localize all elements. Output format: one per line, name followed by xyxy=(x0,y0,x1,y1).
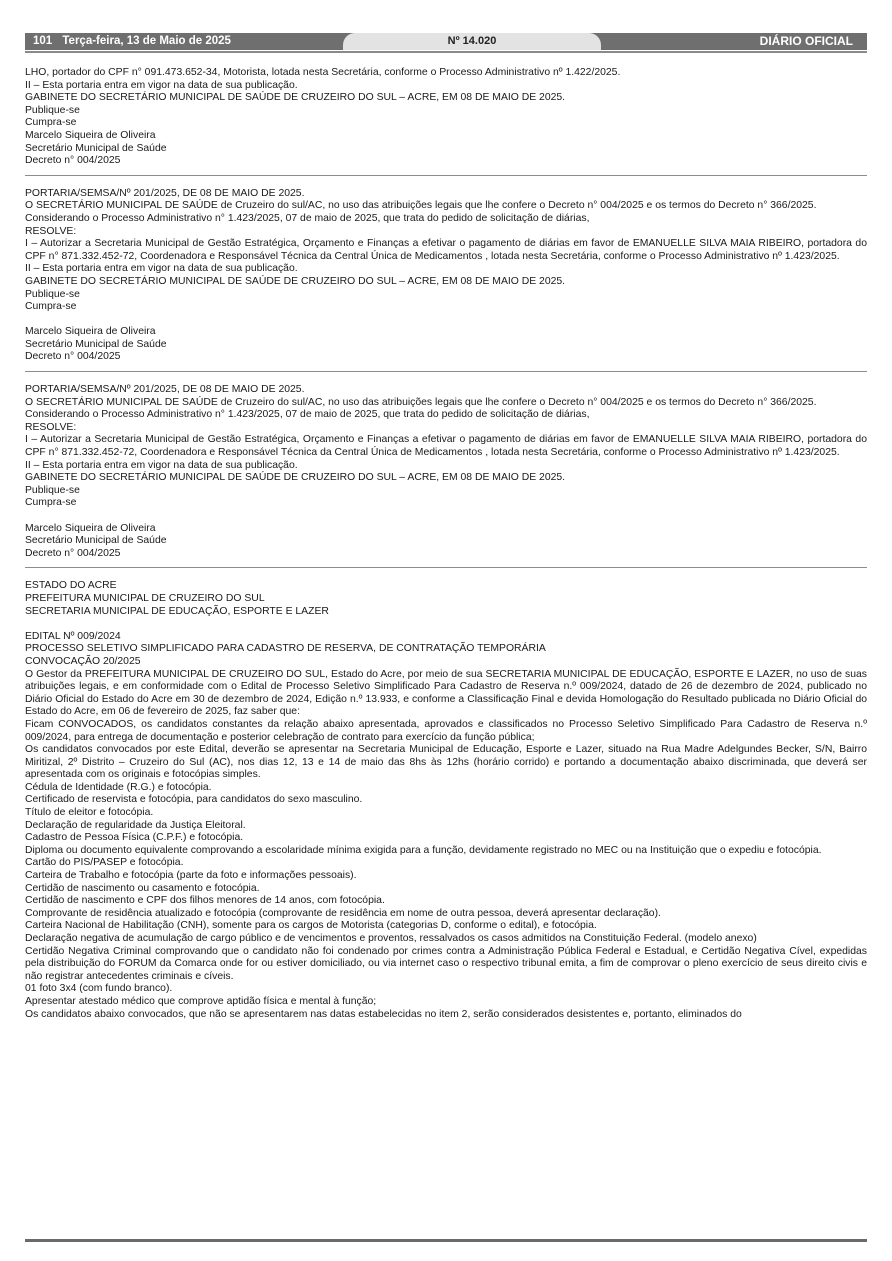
section-divider xyxy=(25,175,867,176)
signatory-name: Marcelo Siqueira de Oliveira xyxy=(25,129,156,141)
signatory-decree: Decreto n° 004/2025 xyxy=(25,351,121,363)
document-body xyxy=(25,67,867,1021)
document-list-item: Cartão do PIS/PASEP e fotocópia. xyxy=(25,857,184,869)
text-line: Os candidatos abaixo convocados, que não se apresentarem nas datas estabelecidas no item 2, serão considerados desistentes e, portanto, eliminados do xyxy=(25,1008,742,1020)
portaria-title: PORTARIA/SEMSA/Nº 201/2025, DE 08 DE MAIO DE 2025. xyxy=(25,187,305,199)
section-portaria-continuation xyxy=(25,67,867,168)
signatory-title: Secretário Municipal de Saúde xyxy=(25,338,167,350)
section-portaria-201-a xyxy=(25,188,867,364)
edition-number: Nº 14.020 xyxy=(447,35,497,47)
text-line: GABINETE DO SECRETÁRIO MUNICIPAL DE SAÚDE DE CRUZEIRO DO SUL – ACRE, EM 08 DE MAIO DE 2025. xyxy=(25,92,566,104)
document-list-item: Título de eleitor e fotocópia. xyxy=(25,807,154,819)
text-line: Cumpra-se xyxy=(25,301,77,313)
text-line: Considerando o Processo Administrativo n° 1.423/2025, 07 de maio de 2025, que trata do pedido de solicitação de diárias, xyxy=(25,212,590,224)
text-line: II – Esta portaria entra em vigor na data de sua publicação. xyxy=(25,79,298,91)
signatory-name: Marcelo Siqueira de Oliveira xyxy=(25,326,156,338)
document-list-item: Certidão de nascimento ou casamento e fotocópia. xyxy=(25,882,260,894)
text-line: Cumpra-se xyxy=(25,497,77,509)
text-line: O SECRETÁRIO MUNICIPAL DE SAÚDE de Cruzeiro do sul/AC, no uso das atribuições legais que lhe confere o Decreto n° 004/2025 e os termos do Decreto n° 366/2025. xyxy=(25,396,817,408)
section-edital-convocacao xyxy=(25,580,867,1021)
document-list-item: Declaração negativa de acumulação de cargo público e de vencimentos e proventos, ressalvados os casos admitidos na Constituição Federal. (modelo anexo) xyxy=(25,933,757,944)
section-divider xyxy=(25,567,867,568)
text-line: O Gestor da PREFEITURA MUNICIPAL DE CRUZEIRO DO SUL, Estado do Acre, por meio de sua SECRETARIA MUNICIPAL DE EDUCAÇÃO, ESPORTE E LAZER, no uso de suas atribuições legais, e em conformidade com o Edital de Processo Seletivo Simplificado Para Cadastro de Reserva n.º 009/2024, datado de 26 de dezembro de 2024, publicado no Diário Oficial do Estado do Acre em 30 de dezembro de 2024, Edição n.º 13.933, e conforme a Classificação Final e devida Homologação do Resultado publicada no Diário Oficial do Estado do Acre, em 06 de fevereiro de 2025, faz saber que: xyxy=(25,668,867,718)
document-list-item: Carteira Nacional de Habilitação (CNH), somente para os cargos de Motorista (categorias D, conforme o edital), e fotocópia. xyxy=(25,920,597,932)
text-line: II – Esta portaria entra em vigor na data de sua publicação. xyxy=(25,459,298,471)
text-line: Publique-se xyxy=(25,484,80,496)
page-number: 101 xyxy=(33,35,53,47)
document-list-item: Diploma ou documento equivalente comprovando a escolaridade mínima exigida para a função, devidamente registrado no MEC ou na Instituição que o expediu e fotocópia. xyxy=(25,844,822,856)
page-header xyxy=(25,33,867,50)
text-line: PROCESSO SELETIVO SIMPLIFICADO PARA CADASTRO DE RESERVA, DE CONTRATAÇÃO TEMPORÁRIA xyxy=(25,643,546,655)
text-line: LHO, portador do CPF n° 091.473.652-34, Motorista, lotada nesta Secretária, conforme o Processo Administrativo nº 1.422/2025. xyxy=(25,67,621,78)
text-line: O SECRETÁRIO MUNICIPAL DE SAÚDE de Cruzeiro do sul/AC, no uso das atribuições legais que lhe confere o Decreto n° 004/2025 e os termos do Decreto n° 366/2025. xyxy=(25,200,817,212)
edital-title: EDITAL Nº 009/2024 xyxy=(25,630,121,642)
portaria-title: PORTARIA/SEMSA/Nº 201/2025, DE 08 DE MAIO DE 2025. xyxy=(25,384,305,396)
text-line: GABINETE DO SECRETÁRIO MUNICIPAL DE SAÚDE DE CRUZEIRO DO SUL – ACRE, EM 08 DE MAIO DE 2025. xyxy=(25,275,566,287)
document-list-item: Certidão Negativa Criminal comprovando que o candidato não foi condenado por crimes contra a Administração Pública Federal e Estadual, e Certidão Negativa Cível, expedidas pela distribuição do FORUM da Comarca onde for ou estiver domiciliado, ou via internet caso o respectivo tribunal emita, a fim de comprovar o pleno exercício de seus direito civis e não registrar antecedentes criminais e cíveis. xyxy=(25,945,867,982)
blank-line xyxy=(25,314,867,327)
text-line: RESOLVE: xyxy=(25,421,77,433)
signatory-decree: Decreto n° 004/2025 xyxy=(25,547,121,559)
text-line: II – Esta portaria entra em vigor na data de sua publicação. xyxy=(25,263,298,275)
document-list-item: Cédula de Identidade (R.G.) e fotocópia. xyxy=(25,781,212,793)
text-line: Cumpra-se xyxy=(25,117,77,129)
signatory-title: Secretário Municipal de Saúde xyxy=(25,535,167,547)
signatory-name: Marcelo Siqueira de Oliveira xyxy=(25,522,156,534)
text-line: CONVOCAÇÃO 20/2025 xyxy=(25,655,141,667)
heading-line: SECRETARIA MUNICIPAL DE EDUCAÇÃO, ESPORTE E LAZER xyxy=(25,605,329,617)
document-list-item: Comprovante de residência atualizado e fotocópia (comprovante de residência em nome de outra pessoa, deverá apresentar declaração). xyxy=(25,907,661,919)
blank-line xyxy=(25,618,867,631)
text-line: RESOLVE: xyxy=(25,225,77,237)
header-divider xyxy=(25,51,867,53)
document-list-item: Certificado de reservista e fotocópia, para candidatos do sexo masculino. xyxy=(25,794,363,806)
text-line: Publique-se xyxy=(25,104,80,116)
section-divider xyxy=(25,371,867,372)
footer-divider xyxy=(25,1239,867,1242)
issue-date: Terça-feira, 13 de Maio de 2025 xyxy=(62,35,231,47)
document-list-item: Cadastro de Pessoa Física (C.P.F.) e fotocópia. xyxy=(25,832,244,844)
section-portaria-201-b xyxy=(25,384,867,560)
document-list-item: 01 foto 3x4 (com fundo branco). xyxy=(25,983,173,995)
document-list-item: Carteira de Trabalho e fotocópia (parte da foto e informações pessoais). xyxy=(25,870,357,882)
document-list-item: Certidão de nascimento e CPF dos filhos menores de 14 anos, com fotocópia. xyxy=(25,895,385,907)
text-line: Considerando o Processo Administrativo n° 1.423/2025, 07 de maio de 2025, que trata do pedido de solicitação de diárias, xyxy=(25,409,590,421)
publication-title: DIÁRIO OFICIAL xyxy=(759,34,853,48)
heading-line: ESTADO DO ACRE xyxy=(25,580,117,592)
text-line: Os candidatos convocados por este Edital, deverão se apresentar na Secretaria Municipal de Educação, Esporte e Lazer, situado na Rua Madre Adelgundes Becker, S/N, Bairro Miritizal, 2º Distrito – Cruzeiro do Sul (AC), nos dias 12, 13 e 14 de maio das 8hs às 12hs (horário corrido) e portando a documentação abaixo discriminada, que deverá ser apresentada com os originais e fotocópias simples. xyxy=(25,744,867,781)
heading-line: PREFEITURA MUNICIPAL DE CRUZEIRO DO SUL xyxy=(25,592,265,604)
header-left xyxy=(33,33,231,50)
signatory-decree: Decreto n° 004/2025 xyxy=(25,155,121,167)
text-line: I – Autorizar a Secretaria Municipal de Gestão Estratégica, Orçamento e Finanças a efetivar o pagamento de diárias em favor de EMANUELLE SILVA MAIA RIBEIRO, portadora do CPF n° 871.332.452-72, Coordenadora e Responsável Técnica da Central Única de Medicamentos , lotada nesta Secretária, conforme o Processo Administrativo nº 1.423/2025. xyxy=(25,434,867,459)
text-line: Ficam CONVOCADOS, os candidatos constantes da relação abaixo apresentada, aprovados e classificados no Processo Seletivo Simplificado Para Cadastro de Reserva n.º 009/2024, para entrega de documentação e posterior celebração de contrato para exercício da função pública; xyxy=(25,718,867,743)
text-line: GABINETE DO SECRETÁRIO MUNICIPAL DE SAÚDE DE CRUZEIRO DO SUL – ACRE, EM 08 DE MAIO DE 2025. xyxy=(25,472,566,484)
document-list-item: Apresentar atestado médico que comprove aptidão física e mental à função; xyxy=(25,995,377,1007)
signatory-title: Secretário Municipal de Saúde xyxy=(25,142,167,154)
text-line: I – Autorizar a Secretaria Municipal de Gestão Estratégica, Orçamento e Finanças a efetivar o pagamento de diárias em favor de EMANUELLE SILVA MAIA RIBEIRO, portadora do CPF n° 871.332.452-72, Coordenadora e Responsável Técnica da Central Única de Medicamentos , lotada nesta Secretária, conforme o Processo Administrativo nº 1.423/2025. xyxy=(25,238,867,262)
blank-line xyxy=(25,510,867,523)
text-line: Publique-se xyxy=(25,288,80,300)
document-list-item: Declaração de regularidade da Justiça Eleitoral. xyxy=(25,819,246,831)
